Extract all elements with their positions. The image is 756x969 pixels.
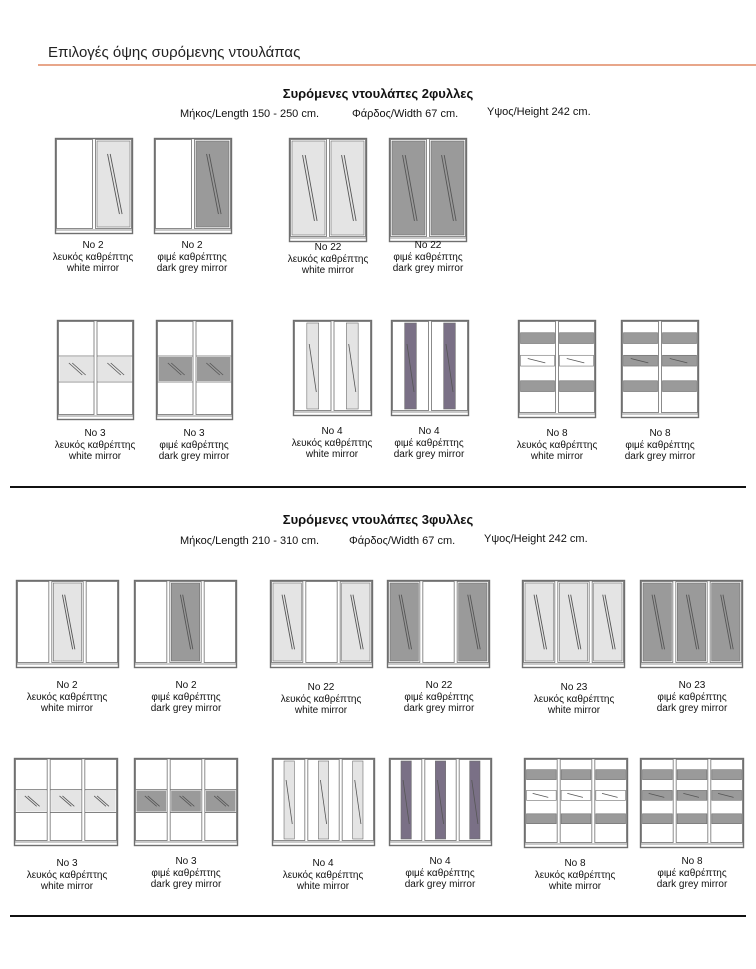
model-number: No 8 xyxy=(649,428,671,439)
white-mirror-wardrobe-no3 xyxy=(14,758,118,846)
wardrobe-drawing xyxy=(156,320,233,420)
mirror-type-greek: λευκός καθρέπτης xyxy=(291,437,373,449)
wardrobe-caption xyxy=(137,240,247,275)
section-divider xyxy=(10,486,746,488)
dark-grey-mirror-wardrobe-no3 xyxy=(156,320,233,420)
dark-grey-mirror-wardrobe-no22 xyxy=(387,580,490,668)
wardrobe-drawing xyxy=(154,138,232,234)
white-mirror-wardrobe-no8 xyxy=(518,320,596,418)
mirror-type-greek: λευκός καθρέπτης xyxy=(280,693,362,705)
wardrobe-caption xyxy=(131,680,241,715)
section-2-door-height: Υψος/Height 242 cm. xyxy=(487,106,591,118)
wardrobe-drawing xyxy=(518,320,596,418)
mirror-type-english: white mirror xyxy=(301,265,355,276)
page-title: Επιλογές όψης συρόμενης ντουλάπας xyxy=(48,44,301,61)
wardrobe-caption xyxy=(637,680,747,715)
wardrobe-drawing xyxy=(134,758,238,846)
mirror-type-english: dark grey mirror xyxy=(158,451,230,462)
dark-grey-mirror-wardrobe-no2 xyxy=(154,138,232,234)
wardrobe-drawing xyxy=(14,758,118,846)
wardrobe-drawing xyxy=(524,758,628,848)
model-number: No 2 xyxy=(82,240,104,251)
mirror-type-english: white mirror xyxy=(40,881,94,892)
model-number: No 4 xyxy=(312,858,334,869)
mirror-type-greek: λευκός καθρέπτης xyxy=(26,691,108,703)
mirror-type-greek: λευκός καθρέπτης xyxy=(534,869,616,881)
wardrobe-caption xyxy=(273,242,383,277)
mirror-type-english: dark grey mirror xyxy=(656,879,728,890)
section-3-door-width: Φάρδος/Width 67 cm. xyxy=(349,535,456,547)
mirror-type-english: white mirror xyxy=(66,263,120,274)
mirror-type-greek: λευκός καθρέπτης xyxy=(52,251,134,263)
white-mirror-wardrobe-no4 xyxy=(272,758,375,846)
mirror-type-greek: λευκός καθρέπτης xyxy=(54,439,136,451)
dark-grey-mirror-wardrobe-no8 xyxy=(640,758,744,848)
white-mirror-wardrobe-no22 xyxy=(270,580,373,668)
mirror-type-greek: λευκός καθρέπτης xyxy=(533,693,615,705)
white-mirror-wardrobe-no8 xyxy=(524,758,628,848)
white-mirror-wardrobe-no4 xyxy=(293,320,372,416)
wardrobe-caption xyxy=(605,428,715,463)
mirror-type-greek: φιμέ καθρέπτης xyxy=(157,251,227,263)
wardrobe-drawing xyxy=(640,580,743,668)
model-number: No 23 xyxy=(678,680,706,691)
dark-grey-mirror-wardrobe-no2 xyxy=(134,580,237,668)
wardrobe-drawing xyxy=(289,138,367,242)
mirror-type-english: dark grey mirror xyxy=(403,703,475,714)
wardrobe-drawing xyxy=(55,138,133,234)
wardrobe-caption xyxy=(266,682,376,717)
model-number: No 8 xyxy=(564,858,586,869)
model-number: No 23 xyxy=(560,682,588,693)
mirror-type-greek: φιμέ καθρέπτης xyxy=(657,867,727,879)
wardrobe-drawing xyxy=(640,758,744,848)
wardrobe-caption xyxy=(373,240,483,275)
wardrobe-caption xyxy=(520,858,630,893)
model-number: No 2 xyxy=(181,240,203,251)
wardrobe-drawing xyxy=(621,320,699,418)
dark-grey-mirror-wardrobe-no23 xyxy=(640,580,743,668)
wardrobe-drawing xyxy=(389,138,467,242)
white-mirror-wardrobe-no23 xyxy=(522,580,625,668)
mirror-type-greek: φιμέ καθρέπτης xyxy=(151,867,221,879)
model-number: No 2 xyxy=(175,680,197,691)
model-number: No 4 xyxy=(321,426,343,437)
wardrobe-caption xyxy=(385,856,495,891)
wardrobe-drawing xyxy=(134,580,237,668)
title-rule xyxy=(38,64,756,66)
model-number: No 22 xyxy=(307,682,335,693)
wardrobe-caption xyxy=(384,680,494,715)
model-number: No 4 xyxy=(418,426,440,437)
mirror-type-english: white mirror xyxy=(294,705,348,716)
dark-grey-mirror-wardrobe-no3 xyxy=(134,758,238,846)
model-number: No 3 xyxy=(84,428,106,439)
wardrobe-drawing xyxy=(272,758,375,846)
wardrobe-caption xyxy=(12,858,122,893)
wardrobe-caption xyxy=(12,680,122,715)
wardrobe-drawing xyxy=(16,580,119,668)
wardrobe-drawing xyxy=(293,320,372,416)
model-number: No 3 xyxy=(175,856,197,867)
mirror-type-greek: φιμέ καθρέπτης xyxy=(657,691,727,703)
mirror-type-english: dark grey mirror xyxy=(656,703,728,714)
mirror-type-english: dark grey mirror xyxy=(150,879,222,890)
wardrobe-caption xyxy=(131,856,241,891)
mirror-type-greek: λευκός καθρέπτης xyxy=(516,439,598,451)
dark-grey-mirror-wardrobe-no4 xyxy=(391,320,469,416)
wardrobe-caption xyxy=(519,682,629,717)
mirror-type-english: dark grey mirror xyxy=(624,451,696,462)
wardrobe-caption xyxy=(374,426,484,461)
bottom-divider xyxy=(10,915,746,917)
mirror-type-greek: φιμέ καθρέπτης xyxy=(625,439,695,451)
mirror-type-greek: φιμέ καθρέπτης xyxy=(159,439,229,451)
mirror-type-greek: φιμέ καθρέπτης xyxy=(151,691,221,703)
white-mirror-wardrobe-no2 xyxy=(55,138,133,234)
mirror-type-english: white mirror xyxy=(547,705,601,716)
mirror-type-greek: φιμέ καθρέπτης xyxy=(405,867,475,879)
wardrobe-drawing xyxy=(389,758,492,846)
mirror-type-english: dark grey mirror xyxy=(150,703,222,714)
wardrobe-caption xyxy=(268,858,378,893)
mirror-type-greek: λευκός καθρέπτης xyxy=(287,253,369,265)
mirror-type-greek: λευκός καθρέπτης xyxy=(26,869,108,881)
model-number: No 3 xyxy=(56,858,78,869)
mirror-type-english: white mirror xyxy=(68,451,122,462)
wardrobe-drawing xyxy=(391,320,469,416)
mirror-type-greek: λευκός καθρέπτης xyxy=(282,869,364,881)
model-number: No 8 xyxy=(546,428,568,439)
section-3-door-length: Μήκος/Length 210 - 310 cm. xyxy=(180,535,320,547)
model-number: No 3 xyxy=(183,428,205,439)
mirror-type-english: dark grey mirror xyxy=(393,449,465,460)
model-number: No 22 xyxy=(314,242,342,253)
wardrobe-drawing xyxy=(57,320,134,420)
dark-grey-mirror-wardrobe-no4 xyxy=(389,758,492,846)
section-3-door-height: Υψος/Height 242 cm. xyxy=(484,533,588,545)
wardrobe-drawing xyxy=(522,580,625,668)
mirror-type-greek: φιμέ καθρέπτης xyxy=(393,251,463,263)
mirror-type-english: white mirror xyxy=(296,881,350,892)
white-mirror-wardrobe-no2 xyxy=(16,580,119,668)
wardrobe-drawing xyxy=(387,580,490,668)
section-2-door-heading: Συρόμενες ντουλάπες 2φυλλες xyxy=(282,86,474,101)
mirror-type-english: white mirror xyxy=(548,881,602,892)
model-number: No 2 xyxy=(56,680,78,691)
mirror-type-english: dark grey mirror xyxy=(404,879,476,890)
section-2-door-length: Μήκος/Length 150 - 250 cm. xyxy=(180,108,320,120)
mirror-type-english: white mirror xyxy=(305,449,359,460)
dark-grey-mirror-wardrobe-no8 xyxy=(621,320,699,418)
model-number: No 8 xyxy=(681,856,703,867)
section-2-door-width: Φάρδος/Width 67 cm. xyxy=(352,108,459,120)
mirror-type-english: white mirror xyxy=(530,451,584,462)
wardrobe-caption xyxy=(502,428,612,463)
dark-grey-mirror-wardrobe-no22 xyxy=(389,138,467,242)
wardrobe-drawing xyxy=(270,580,373,668)
model-number: No 4 xyxy=(429,856,451,867)
mirror-type-english: dark grey mirror xyxy=(392,263,464,274)
model-number: No 22 xyxy=(425,680,453,691)
white-mirror-wardrobe-no22 xyxy=(289,138,367,242)
section-3-door-heading: Συρόμενες ντουλάπες 3φυλλες xyxy=(282,512,474,527)
model-number: No 22 xyxy=(414,240,442,251)
wardrobe-caption xyxy=(637,856,747,891)
mirror-type-english: dark grey mirror xyxy=(156,263,228,274)
wardrobe-caption xyxy=(139,428,249,463)
white-mirror-wardrobe-no3 xyxy=(57,320,134,420)
mirror-type-greek: φιμέ καθρέπτης xyxy=(404,691,474,703)
mirror-type-greek: φιμέ καθρέπτης xyxy=(394,437,464,449)
mirror-type-english: white mirror xyxy=(40,703,94,714)
wardrobe-caption xyxy=(38,240,148,275)
wardrobe-caption xyxy=(277,426,387,461)
wardrobe-caption xyxy=(40,428,150,463)
